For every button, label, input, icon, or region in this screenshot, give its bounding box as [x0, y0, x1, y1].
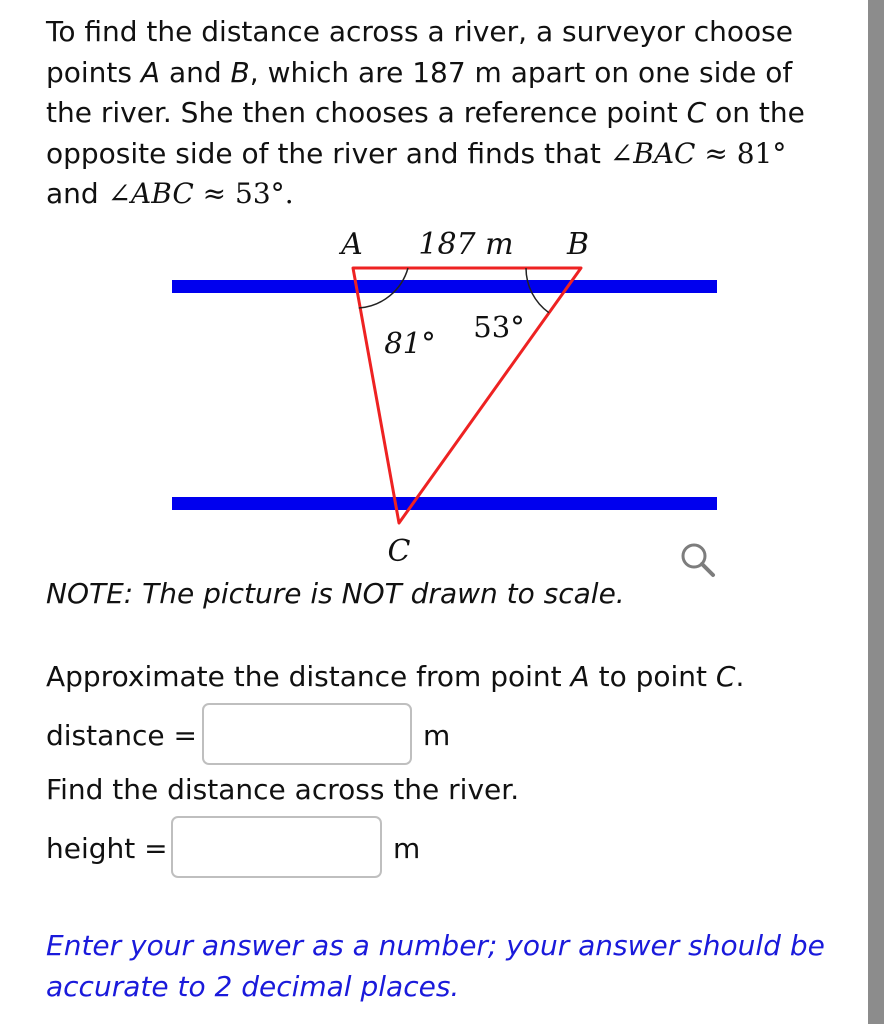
answer-hint: [46, 925, 846, 1007]
angle-abc: ∠ABC: [107, 177, 194, 210]
river-bank-top: [172, 280, 717, 293]
problem-line-1: To find the distance across a river, a surveyor choose: [46, 15, 793, 48]
text: Approximate the distance from point: [46, 660, 571, 693]
distance-label: distance =: [46, 719, 198, 752]
hint-line-1: Enter your answer as a number; your answer should be: [46, 929, 825, 962]
river-bank-bottom: [172, 497, 717, 510]
text: points: [46, 55, 141, 89]
angle-bac-value: 81°: [736, 136, 787, 170]
text: .: [735, 660, 745, 693]
magnify-icon[interactable]: [678, 540, 718, 580]
distance-unit: m: [423, 719, 451, 752]
distance-input[interactable]: [202, 703, 412, 765]
approx-symbol: ≈: [695, 136, 737, 170]
label-angle-a: 81°: [384, 326, 436, 360]
height-label: height =: [46, 832, 168, 865]
angle-abc-value: 53°: [235, 177, 285, 210]
question-2: Find the distance across the river.: [46, 773, 520, 806]
label-c: C: [387, 534, 411, 569]
approx-symbol: ≈: [193, 177, 236, 210]
text: .: [284, 177, 294, 210]
text: opposite side of the river and finds that: [46, 136, 610, 170]
survey-triangle: [353, 268, 581, 523]
label-a: A: [341, 227, 363, 262]
point-b-ref: B: [230, 55, 250, 89]
height-unit: m: [393, 832, 421, 865]
text: and: [46, 177, 108, 210]
label-ab-length: 187 m: [418, 227, 514, 262]
point-c-ref: C: [686, 96, 707, 129]
text: on the: [706, 96, 805, 129]
point-a-ref: A: [570, 660, 590, 693]
label-angle-b: 53°: [473, 310, 525, 344]
question-1: [46, 660, 744, 693]
label-b: B: [566, 227, 590, 262]
point-c-ref: C: [715, 660, 736, 693]
point-a-ref: A: [140, 55, 161, 89]
angle-bac: ∠BAC: [609, 136, 696, 170]
text: , which are 187 m apart on one side of: [249, 55, 793, 89]
scale-note: NOTE: The picture is NOT drawn to scale.: [46, 577, 625, 610]
hint-line-2: accurate to 2 decimal places.: [46, 970, 460, 1003]
text: to point: [589, 660, 716, 693]
text: and: [160, 55, 231, 89]
height-input[interactable]: [171, 816, 382, 878]
text: the river. She then chooses a reference point: [46, 96, 687, 129]
